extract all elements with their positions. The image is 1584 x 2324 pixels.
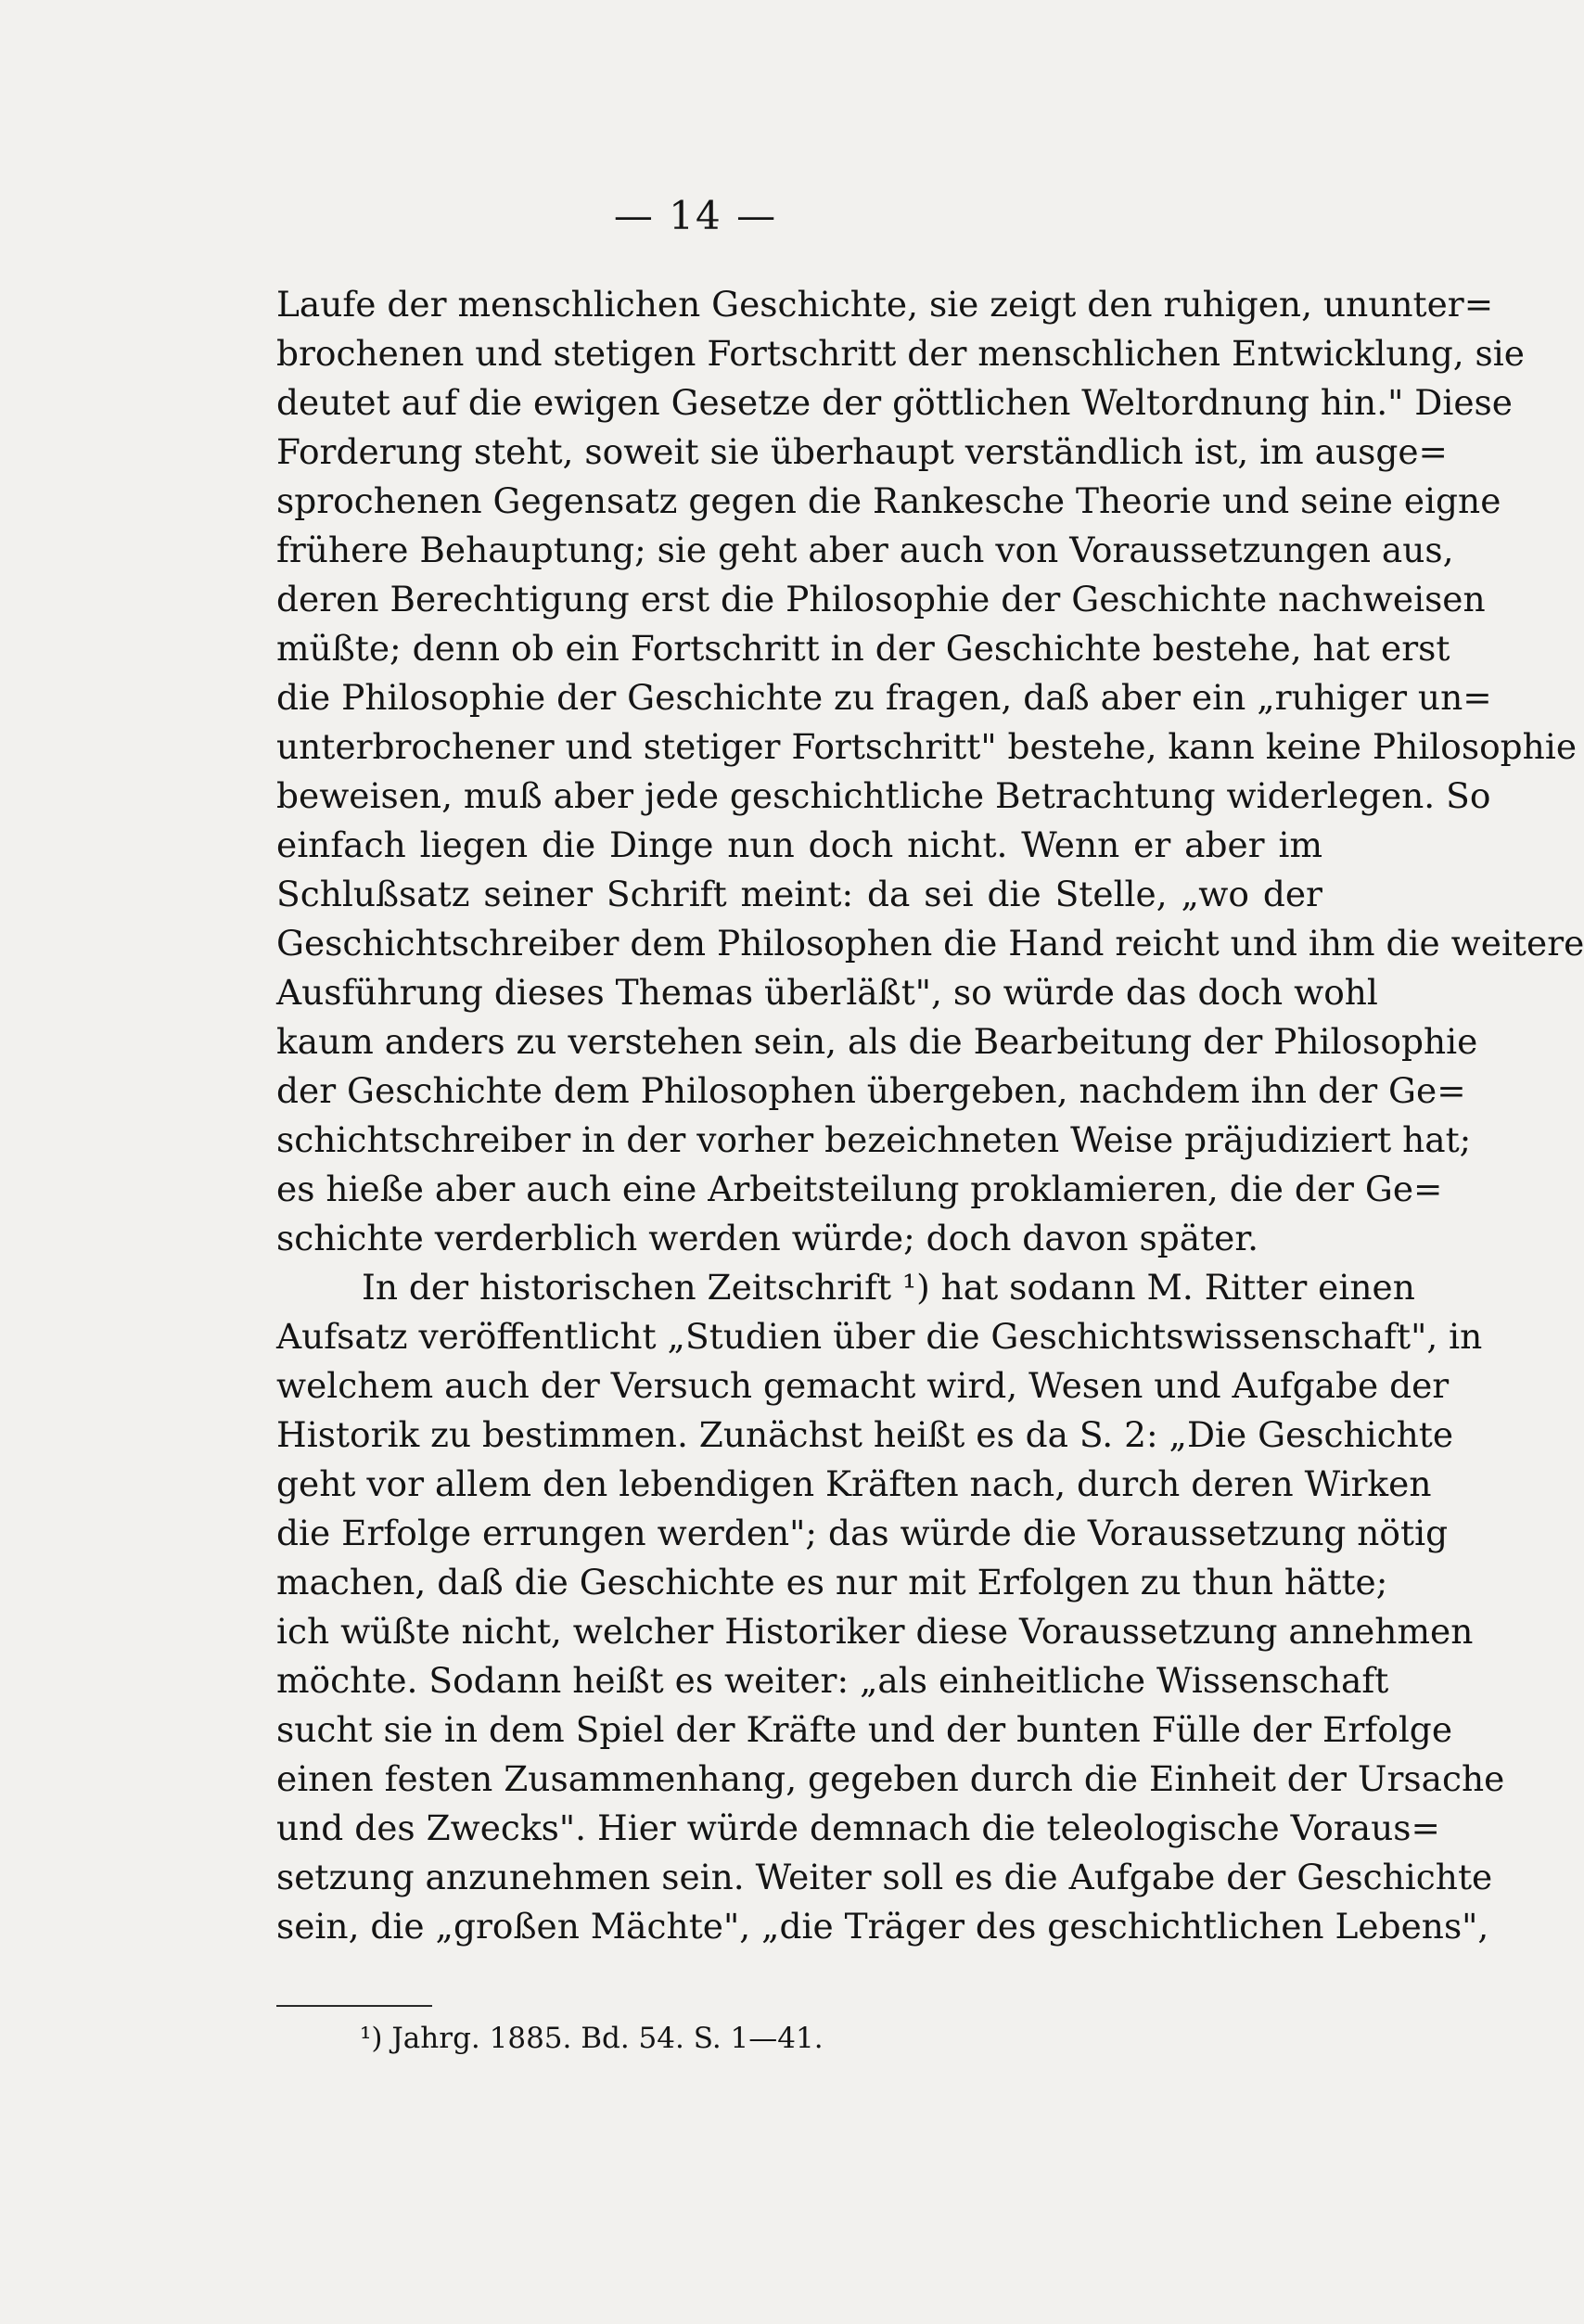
text-line: die Erfolge errungen werden"; das würde die Voraussetzung nötig: [276, 1513, 1449, 1553]
text-line: müßte; denn ob ein Fortschritt in der Geschichte bestehe, hat erst: [276, 628, 1450, 669]
text-line: Laufe der menschlichen Geschichte, sie zeigt den ruhigen, ununter=: [276, 284, 1494, 325]
text-line: sein, die „großen Mächte", „die Träger des geschichtlichen Lebens",: [276, 1906, 1489, 1947]
text-line: schichte verderblich werden würde; doch davon später.: [276, 1218, 1259, 1258]
text-line: brochenen und stetigen Fortschritt der menschlichen Entwicklung, sie: [276, 333, 1525, 374]
text-line: einen festen Zusammenhang, gegeben durch die Einheit der Ursache: [276, 1758, 1505, 1799]
text-line: der Geschichte dem Philosophen übergeben, nachdem ihn der Ge=: [276, 1070, 1466, 1111]
text-line: die Philosophie der Geschichte zu fragen, daß aber ein „ruhiger un=: [276, 677, 1492, 718]
text-line: kaum anders zu verstehen sein, als die Bearbeitung der Philosophie: [276, 1021, 1478, 1062]
text-line: es hieße aber auch eine Arbeitsteilung proklamieren, die der Ge=: [276, 1168, 1443, 1209]
text-line: sucht sie in dem Spiel der Kräfte und der bunten Fülle der Erfolge: [276, 1709, 1453, 1750]
text-line: schichtschreiber in der vorher bezeichneten Weise präjudiziert hat;: [276, 1119, 1472, 1160]
text-line: welchem auch der Versuch gemacht wird, Wesen und Aufgabe der: [276, 1365, 1450, 1406]
text-line: deutet auf die ewigen Gesetze der göttlichen Weltordnung hin." Diese: [276, 382, 1513, 423]
text-line: möchte. Sodann heißt es weiter: „als einheitliche Wissenschaft: [276, 1660, 1389, 1701]
text-line: sprochenen Gegensatz gegen die Rankesche Theorie und seine eigne: [276, 480, 1501, 521]
text-line: setzung anzunehmen sein. Weiter soll es die Aufgabe der Geschichte: [276, 1857, 1493, 1897]
text-line: einfach liegen die Dinge nun doch nicht. Wenn er aber im: [276, 824, 1322, 865]
text-line: Forderung steht, soweit sie überhaupt verständlich ist, im ausge=: [276, 431, 1448, 472]
text-line: Aufsatz veröffentlicht „Studien über die Geschichtswissenschaft", in: [276, 1316, 1483, 1357]
text-line: frühere Behauptung; sie geht aber auch von Voraussetzungen aus,: [276, 530, 1454, 570]
text-line: und des Zwecks". Hier würde demnach die teleologische Voraus=: [276, 1807, 1440, 1848]
paragraph-start-line: In der historischen Zeitschrift ¹) hat sodann M. Ritter einen: [362, 1267, 1415, 1308]
text-line: Geschichtschreiber dem Philosophen die Hand reicht und ihm die weitere: [276, 923, 1584, 964]
page-number: — 14 —: [613, 193, 778, 238]
footnote: ¹) Jahrg. 1885. Bd. 54. S. 1—41.: [360, 2022, 824, 2055]
text-line: deren Berechtigung erst die Philosophie der Geschichte nachweisen: [276, 579, 1486, 619]
text-line: Schlußsatz seiner Schrift meint: da sei die Stelle, „wo der: [276, 874, 1322, 914]
text-line: geht vor allem den lebendigen Kräften nach, durch deren Wirken: [276, 1463, 1432, 1504]
text-line: unterbrochener und stetiger Fortschritt" bestehe, kann keine Philosophie: [276, 726, 1578, 767]
text-line: Ausführung dieses Themas überläßt", so würde das doch wohl: [276, 972, 1378, 1013]
text-line: ich wüßte nicht, welcher Historiker diese Voraussetzung annehmen: [276, 1611, 1474, 1652]
footnote-divider: [276, 2005, 432, 2007]
body-text: [276, 280, 1584, 1951]
text-line: Historik zu bestimmen. Zunächst heißt es da S. 2: „Die Geschichte: [276, 1414, 1454, 1455]
text-line: machen, daß die Geschichte es nur mit Erfolgen zu thun hätte;: [276, 1562, 1388, 1603]
text-line: beweisen, muß aber jede geschichtliche Betrachtung widerlegen. So: [276, 775, 1491, 816]
